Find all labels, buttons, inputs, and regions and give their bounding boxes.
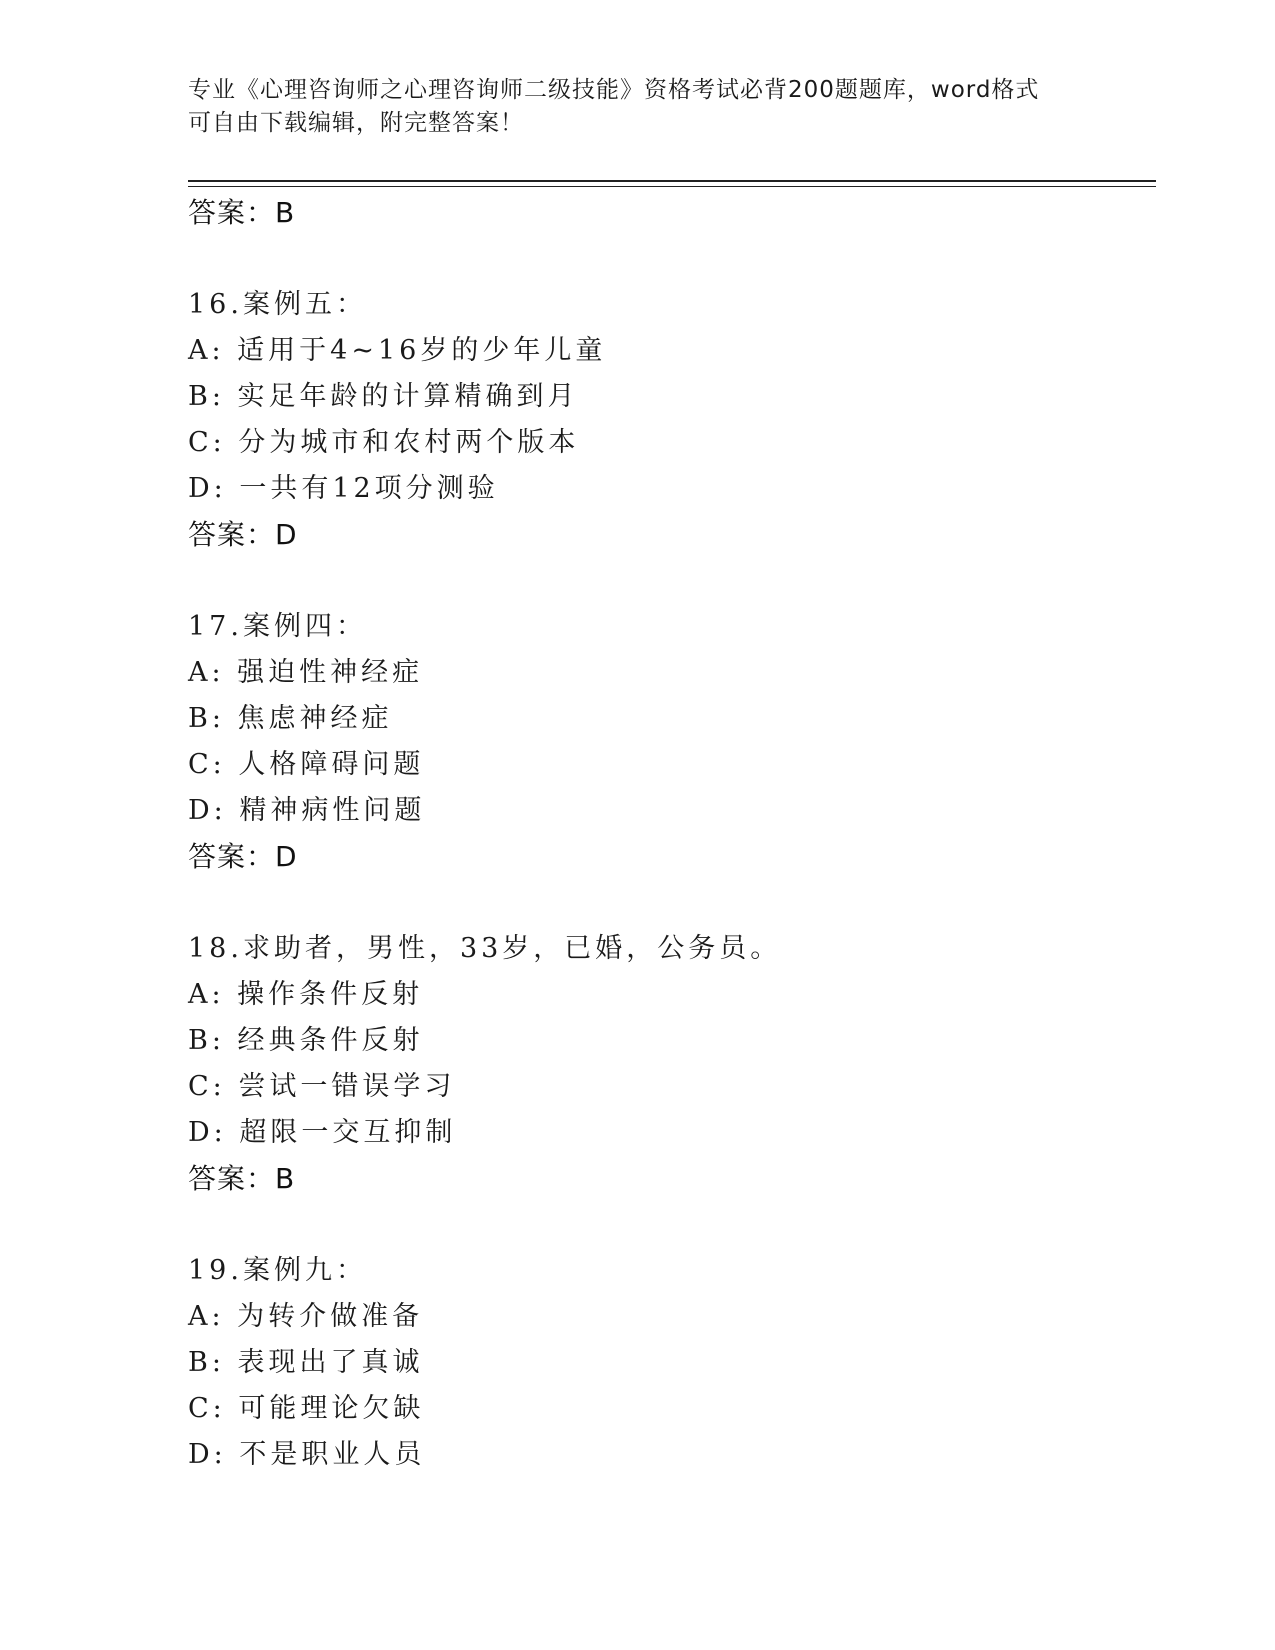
option-d: D: 精神病性问题 (188, 795, 426, 826)
spacer (188, 1202, 1148, 1248)
question-block (188, 282, 1148, 558)
option-d: D: 超限一交互抑制 (188, 1117, 457, 1148)
answer-line: 答案：B (188, 1162, 296, 1195)
spacer (188, 880, 1148, 926)
header-title-line-2: 可自由下载编辑，附完整答案！ (188, 110, 524, 136)
option-c: C: 分为城市和农村两个版本 (188, 427, 580, 458)
question-stem: 16.案例五： (188, 289, 367, 320)
option-b: B: 经典条件反射 (188, 1025, 424, 1056)
option-c: C: 可能理论欠缺 (188, 1393, 425, 1424)
answer-line: 答案：D (188, 518, 298, 551)
option-c: C: 人格障碍问题 (188, 749, 425, 780)
header-title-line-1: 专业《心理咨询师之心理咨询师二级技能》资格考试必背200题题库，word格式 (188, 77, 1040, 103)
spacer (188, 236, 1148, 282)
header-rule-thick (188, 180, 1156, 182)
option-a: A: 适用于4~16岁的少年儿童 (188, 335, 607, 366)
question-list (188, 190, 1148, 1478)
option-b: B: 实足年龄的计算精确到月 (188, 381, 579, 412)
answer-line: 答案：B (188, 196, 296, 229)
option-d: D: 一共有12项分测验 (188, 473, 499, 504)
option-d: D: 不是职业人员 (188, 1439, 426, 1470)
question-block (188, 926, 1148, 1202)
question-block (188, 1248, 1148, 1478)
option-a: A: 强迫性神经症 (188, 657, 424, 688)
option-a: A: 操作条件反射 (188, 979, 424, 1010)
option-a: A: 为转介做准备 (188, 1301, 424, 1332)
question-stem: 18.求助者，男性，33岁，已婚，公务员。 (188, 933, 782, 964)
spacer (188, 558, 1148, 604)
option-b: B: 表现出了真诚 (188, 1347, 424, 1378)
header-rule-thin (188, 186, 1156, 187)
question-stem: 17.案例四： (188, 611, 367, 642)
question-block (188, 604, 1148, 880)
option-c: C: 尝试一错误学习 (188, 1071, 456, 1102)
answer-line: 答案：D (188, 840, 298, 873)
option-b: B: 焦虑神经症 (188, 703, 393, 734)
question-stem: 19.案例九： (188, 1255, 367, 1286)
page-header (188, 74, 1088, 140)
